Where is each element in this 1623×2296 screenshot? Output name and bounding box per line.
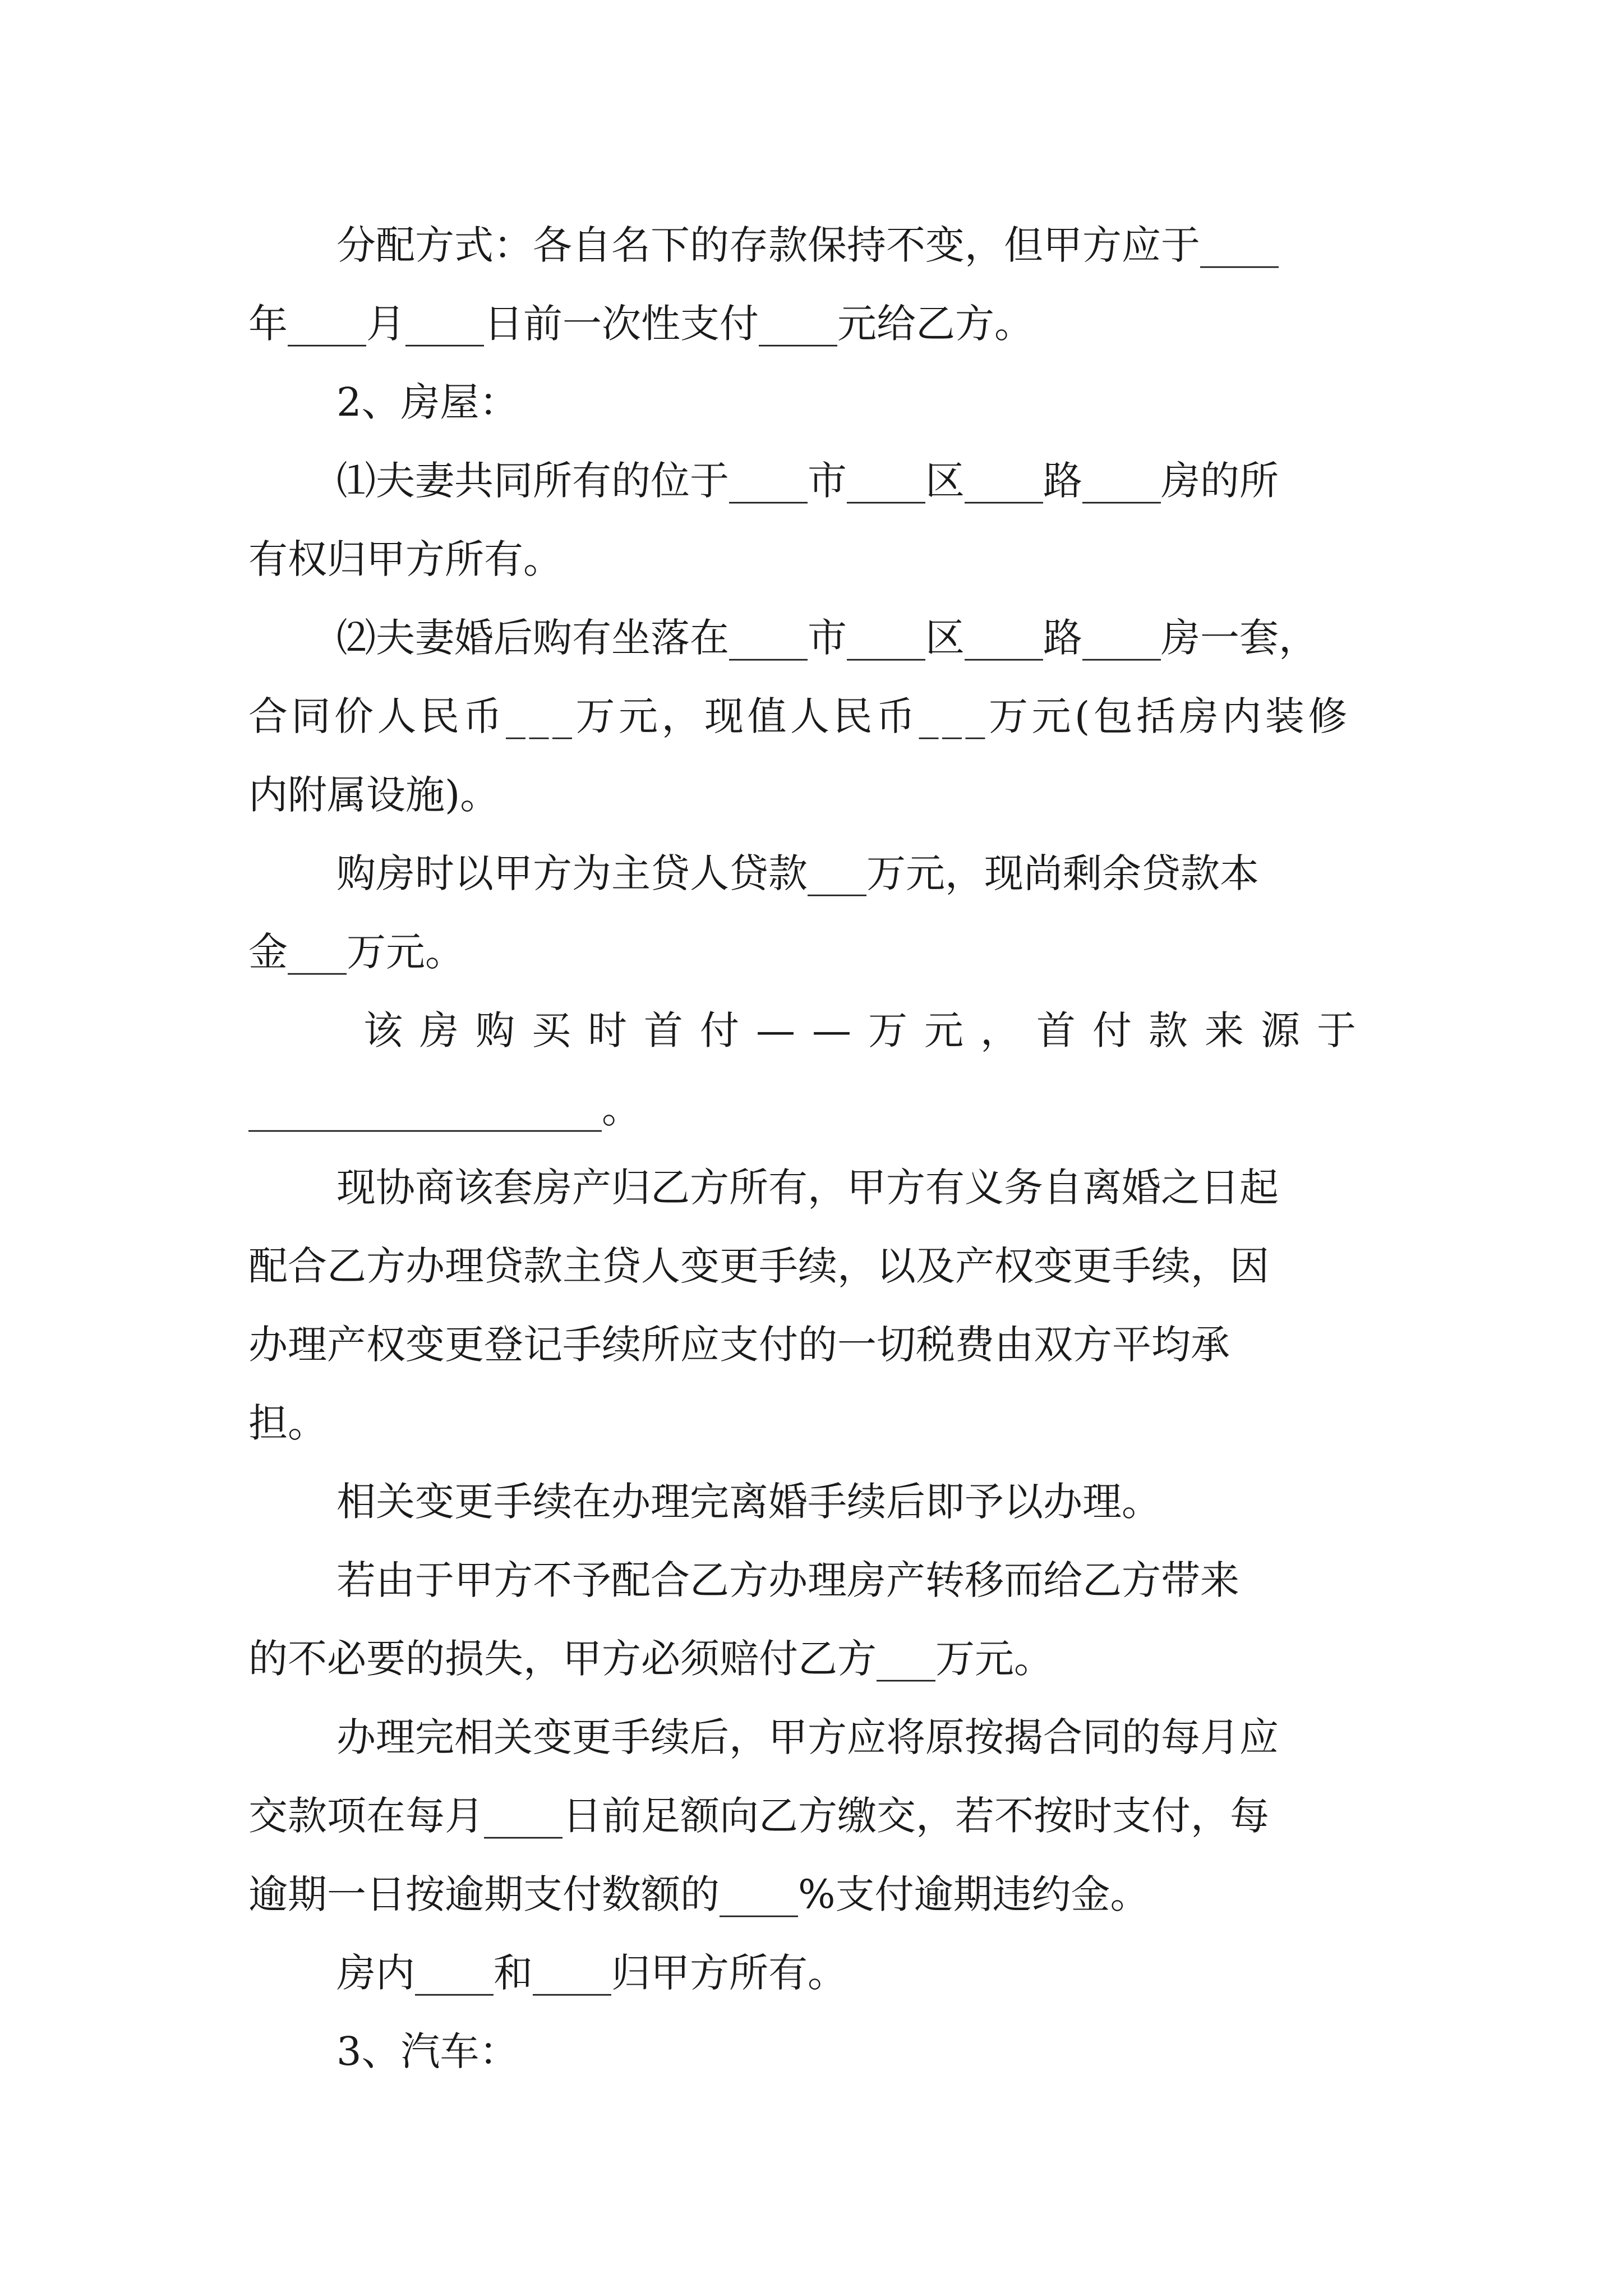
paragraph-line: 配合乙方办理贷款主贷人变更手续，以及产权变更手续，因 (248, 1243, 1269, 1289)
paragraph-line: 年____月____日前一次性支付____元给乙方。 (248, 301, 1034, 347)
paragraph-line: 办理完相关变更手续后，甲方应将原按揭合同的每月应 (336, 1714, 1279, 1760)
paragraph-line: 若由于甲方不予配合乙方办理房产转移而给乙方带来 (336, 1557, 1239, 1603)
paragraph-line: 交款项在每月____日前足额向乙方缴交，若不按时支付，每 (248, 1793, 1269, 1839)
paragraph-line: 现协商该套房产归乙方所有，甲方有义务自离婚之日起 (336, 1165, 1279, 1211)
section-heading: 3、汽车： (336, 2028, 519, 2074)
paragraph-line: 房内____和____归甲方所有。 (336, 1950, 847, 1996)
paragraph-line: __________________。 (248, 1086, 641, 1132)
paragraph-line: 合同价人民币___万元，现值人民币___万元(包括房内装修 (248, 693, 1351, 739)
paragraph-line: ⑵夫妻婚后购有坐落在____市____区____路____房一套， (336, 615, 1318, 661)
paragraph-line: 该房购买时首付——万元，首付款来源于 (363, 1007, 1373, 1053)
paragraph-line: 的不必要的损失，甲方必须赔付乙方___万元。 (248, 1636, 1053, 1682)
paragraph-line: 担。 (248, 1400, 327, 1446)
paragraph-line: 有权归甲方所有。 (248, 536, 562, 582)
paragraph-line: 购房时以甲方为主贷人贷款___万元，现尚剩余贷款本 (336, 850, 1259, 896)
paragraph-line: ⑴夫妻共同所有的位于____市____区____路____房的所 (336, 458, 1279, 504)
paragraph-line: 相关变更手续在办理完离婚手续后即予以办理。 (336, 1479, 1161, 1525)
paragraph-line: 逾期一日按逾期支付数额的____%支付逾期违约金。 (248, 1871, 1150, 1917)
paragraph-line: 分配方式：各自名下的存款保持不变，但甲方应于____ (336, 222, 1279, 268)
paragraph-line: 办理产权变更登记手续所应支付的一切税费由双方平均承 (248, 1322, 1230, 1368)
section-heading: 2、房屋： (336, 379, 519, 425)
paragraph-line: 内附属设施)。 (248, 772, 500, 818)
paragraph-line: 金___万元。 (248, 929, 464, 975)
